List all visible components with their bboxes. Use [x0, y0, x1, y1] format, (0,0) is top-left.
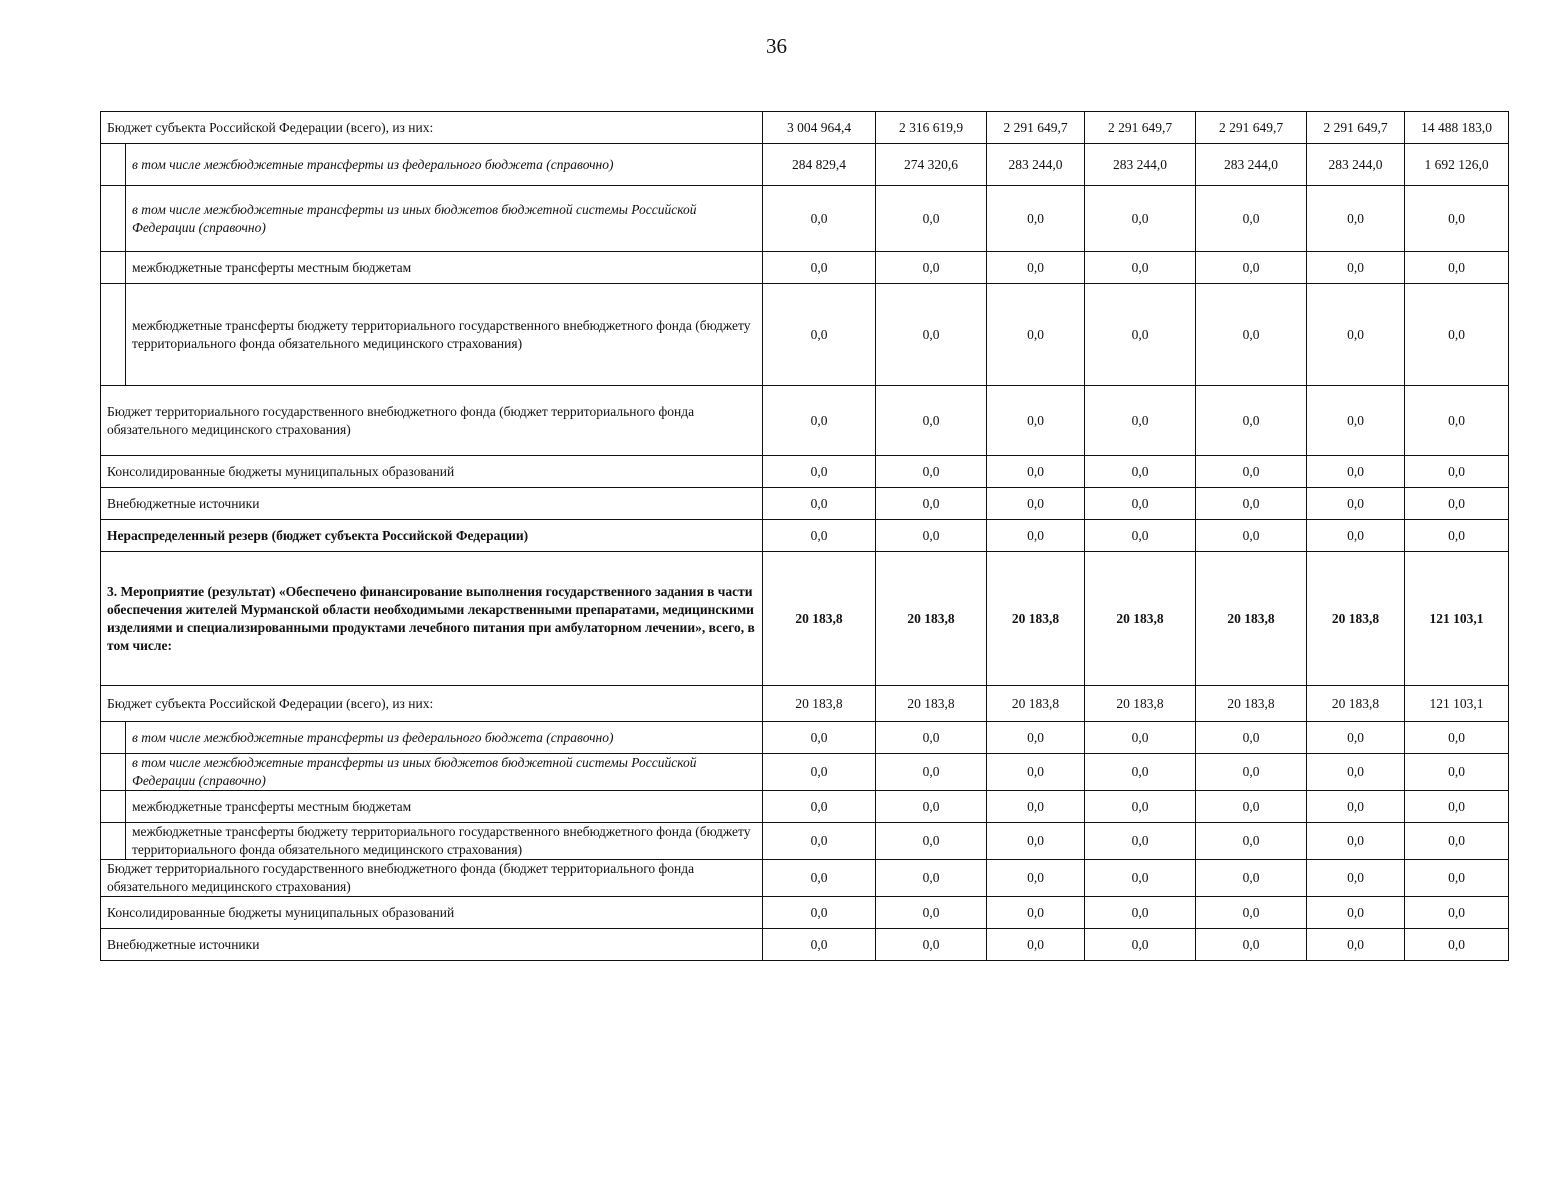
row-label: межбюджетные трансферты бюджету территориального государственного внебюджетного фонда (бюджету территориального фонда обязательного медицинского страхования)	[126, 823, 763, 860]
row-label: Консолидированные бюджеты муниципальных образований	[101, 897, 763, 929]
total-value-cell: 0,0	[1405, 488, 1509, 520]
table-row	[101, 686, 1509, 722]
value-cell: 20 183,8	[987, 552, 1085, 686]
value-cell: 20 183,8	[1196, 552, 1307, 686]
row-label: межбюджетные трансферты местным бюджетам	[126, 252, 763, 284]
indent-cell	[101, 823, 126, 860]
value-cell: 0,0	[763, 754, 876, 791]
value-cell: 0,0	[987, 488, 1085, 520]
total-value-cell: 0,0	[1405, 386, 1509, 456]
value-cell: 20 183,8	[1085, 686, 1196, 722]
value-cell: 0,0	[987, 823, 1085, 860]
value-cell: 20 183,8	[987, 686, 1085, 722]
value-cell: 0,0	[1307, 456, 1405, 488]
value-cell: 0,0	[987, 252, 1085, 284]
table-row	[101, 386, 1509, 456]
value-cell: 283 244,0	[1085, 144, 1196, 186]
value-cell: 0,0	[1085, 860, 1196, 897]
value-cell: 0,0	[1196, 860, 1307, 897]
indent-cell	[101, 791, 126, 823]
value-cell: 20 183,8	[763, 552, 876, 686]
row-label: 3. Мероприятие (результат) «Обеспечено финансирование выполнения государственного задания в части обеспечения жителей Мурманской области необходимыми лекарственными препаратами, медицинскими изделиями и специализированными продуктами лечебного питания при амбулаторном лечении», всего, в том числе:	[101, 552, 763, 686]
value-cell: 0,0	[1196, 456, 1307, 488]
total-value-cell: 0,0	[1405, 929, 1509, 961]
value-cell: 0,0	[763, 456, 876, 488]
table-row	[101, 823, 1509, 860]
value-cell: 0,0	[876, 456, 987, 488]
value-cell: 0,0	[763, 791, 876, 823]
table-row	[101, 552, 1509, 686]
value-cell: 0,0	[763, 252, 876, 284]
value-cell: 20 183,8	[1196, 686, 1307, 722]
value-cell: 0,0	[876, 386, 987, 456]
value-cell: 0,0	[1307, 252, 1405, 284]
value-cell: 0,0	[1196, 823, 1307, 860]
budget-table-body	[101, 112, 1509, 961]
value-cell: 0,0	[763, 488, 876, 520]
value-cell: 0,0	[1307, 722, 1405, 754]
table-row	[101, 456, 1509, 488]
table-row	[101, 791, 1509, 823]
table-row	[101, 897, 1509, 929]
value-cell: 0,0	[1307, 186, 1405, 252]
table-row	[101, 284, 1509, 386]
total-value-cell: 0,0	[1405, 860, 1509, 897]
value-cell: 284 829,4	[763, 144, 876, 186]
row-label: Консолидированные бюджеты муниципальных образований	[101, 456, 763, 488]
value-cell: 20 183,8	[1085, 552, 1196, 686]
total-value-cell: 0,0	[1405, 456, 1509, 488]
value-cell: 0,0	[763, 520, 876, 552]
value-cell: 0,0	[1085, 284, 1196, 386]
value-cell: 0,0	[1085, 823, 1196, 860]
table-row	[101, 929, 1509, 961]
row-label: Внебюджетные источники	[101, 488, 763, 520]
value-cell: 0,0	[1307, 897, 1405, 929]
total-value-cell: 0,0	[1405, 823, 1509, 860]
value-cell: 0,0	[876, 722, 987, 754]
value-cell: 0,0	[763, 860, 876, 897]
row-label: межбюджетные трансферты местным бюджетам	[126, 791, 763, 823]
value-cell: 0,0	[1085, 488, 1196, 520]
value-cell: 0,0	[1196, 791, 1307, 823]
value-cell: 0,0	[1085, 754, 1196, 791]
value-cell: 0,0	[1307, 488, 1405, 520]
value-cell: 0,0	[1085, 929, 1196, 961]
indent-cell	[101, 722, 126, 754]
row-label: в том числе межбюджетные трансферты из иных бюджетов бюджетной системы Российской Федерации (справочно)	[126, 754, 763, 791]
total-value-cell: 0,0	[1405, 897, 1509, 929]
value-cell: 0,0	[987, 791, 1085, 823]
row-label: Внебюджетные источники	[101, 929, 763, 961]
value-cell: 0,0	[1085, 252, 1196, 284]
value-cell: 0,0	[1196, 722, 1307, 754]
value-cell: 274 320,6	[876, 144, 987, 186]
value-cell: 0,0	[987, 754, 1085, 791]
value-cell: 0,0	[987, 860, 1085, 897]
value-cell: 0,0	[876, 929, 987, 961]
total-value-cell: 0,0	[1405, 722, 1509, 754]
indent-cell	[101, 284, 126, 386]
value-cell: 0,0	[1085, 386, 1196, 456]
value-cell: 0,0	[1307, 520, 1405, 552]
value-cell: 0,0	[1307, 860, 1405, 897]
value-cell: 0,0	[987, 456, 1085, 488]
value-cell: 0,0	[1196, 488, 1307, 520]
value-cell: 0,0	[1196, 929, 1307, 961]
value-cell: 0,0	[987, 284, 1085, 386]
total-value-cell: 14 488 183,0	[1405, 112, 1509, 144]
row-label: в том числе межбюджетные трансферты из федерального бюджета (справочно)	[126, 144, 763, 186]
value-cell: 2 291 649,7	[987, 112, 1085, 144]
total-value-cell: 0,0	[1405, 284, 1509, 386]
value-cell: 0,0	[876, 252, 987, 284]
value-cell: 0,0	[1085, 186, 1196, 252]
value-cell: 0,0	[987, 386, 1085, 456]
table-row	[101, 488, 1509, 520]
value-cell: 0,0	[987, 897, 1085, 929]
value-cell: 0,0	[876, 186, 987, 252]
table-row	[101, 520, 1509, 552]
value-cell: 0,0	[876, 823, 987, 860]
row-label: межбюджетные трансферты бюджету территориального государственного внебюджетного фонда (бюджету территориального фонда обязательного медицинского страхования)	[126, 284, 763, 386]
total-value-cell: 0,0	[1405, 252, 1509, 284]
value-cell: 283 244,0	[1307, 144, 1405, 186]
row-label: Бюджет территориального государственного внебюджетного фонда (бюджет территориального фонда обязательного медицинского страхования)	[101, 860, 763, 897]
value-cell: 0,0	[1196, 386, 1307, 456]
total-value-cell: 0,0	[1405, 754, 1509, 791]
value-cell: 0,0	[1307, 386, 1405, 456]
value-cell: 0,0	[763, 823, 876, 860]
indent-cell	[101, 252, 126, 284]
value-cell: 20 183,8	[1307, 686, 1405, 722]
table-row	[101, 722, 1509, 754]
value-cell: 0,0	[1307, 823, 1405, 860]
value-cell: 0,0	[1307, 754, 1405, 791]
row-label: Бюджет территориального государственного внебюджетного фонда (бюджет территориального фонда обязательного медицинского страхования)	[101, 386, 763, 456]
total-value-cell: 121 103,1	[1405, 552, 1509, 686]
value-cell: 0,0	[1196, 897, 1307, 929]
value-cell: 2 291 649,7	[1307, 112, 1405, 144]
value-cell: 2 291 649,7	[1196, 112, 1307, 144]
total-value-cell: 0,0	[1405, 186, 1509, 252]
value-cell: 0,0	[876, 897, 987, 929]
value-cell: 20 183,8	[1307, 552, 1405, 686]
value-cell: 0,0	[1085, 897, 1196, 929]
indent-cell	[101, 754, 126, 791]
table-row	[101, 252, 1509, 284]
total-value-cell: 121 103,1	[1405, 686, 1509, 722]
value-cell: 0,0	[1085, 456, 1196, 488]
value-cell: 0,0	[763, 284, 876, 386]
budget-table	[100, 111, 1509, 961]
value-cell: 20 183,8	[876, 552, 987, 686]
value-cell: 0,0	[876, 284, 987, 386]
value-cell: 2 291 649,7	[1085, 112, 1196, 144]
value-cell: 0,0	[763, 386, 876, 456]
indent-cell	[101, 144, 126, 186]
total-value-cell: 0,0	[1405, 791, 1509, 823]
value-cell: 0,0	[1196, 284, 1307, 386]
value-cell: 2 316 619,9	[876, 112, 987, 144]
value-cell: 0,0	[763, 186, 876, 252]
value-cell: 0,0	[876, 791, 987, 823]
value-cell: 283 244,0	[987, 144, 1085, 186]
value-cell: 283 244,0	[1196, 144, 1307, 186]
table-row	[101, 186, 1509, 252]
value-cell: 0,0	[987, 929, 1085, 961]
table-row	[101, 144, 1509, 186]
value-cell: 0,0	[1196, 754, 1307, 791]
value-cell: 20 183,8	[876, 686, 987, 722]
value-cell: 0,0	[987, 520, 1085, 552]
row-label: Бюджет субъекта Российской Федерации (всего), из них:	[101, 112, 763, 144]
value-cell: 0,0	[876, 520, 987, 552]
value-cell: 0,0	[1085, 791, 1196, 823]
value-cell: 0,0	[876, 488, 987, 520]
row-label: Бюджет субъекта Российской Федерации (всего), из них:	[101, 686, 763, 722]
value-cell: 0,0	[1085, 722, 1196, 754]
value-cell: 0,0	[876, 754, 987, 791]
value-cell: 0,0	[1196, 520, 1307, 552]
value-cell: 0,0	[1307, 929, 1405, 961]
value-cell: 0,0	[987, 722, 1085, 754]
value-cell: 0,0	[876, 860, 987, 897]
total-value-cell: 1 692 126,0	[1405, 144, 1509, 186]
table-row	[101, 754, 1509, 791]
row-label: в том числе межбюджетные трансферты из федерального бюджета (справочно)	[126, 722, 763, 754]
value-cell: 0,0	[763, 722, 876, 754]
total-value-cell: 0,0	[1405, 520, 1509, 552]
value-cell: 0,0	[1196, 186, 1307, 252]
row-label: Нераспределенный резерв (бюджет субъекта Российской Федерации)	[101, 520, 763, 552]
value-cell: 3 004 964,4	[763, 112, 876, 144]
value-cell: 0,0	[1307, 284, 1405, 386]
value-cell: 0,0	[1307, 791, 1405, 823]
value-cell: 0,0	[763, 897, 876, 929]
value-cell: 20 183,8	[763, 686, 876, 722]
table-row	[101, 112, 1509, 144]
value-cell: 0,0	[987, 186, 1085, 252]
value-cell: 0,0	[1085, 520, 1196, 552]
row-label: в том числе межбюджетные трансферты из иных бюджетов бюджетной системы Российской Федерации (справочно)	[126, 186, 763, 252]
page-number: 36	[766, 34, 787, 58]
table-row	[101, 860, 1509, 897]
indent-cell	[101, 186, 126, 252]
value-cell: 0,0	[763, 929, 876, 961]
value-cell: 0,0	[1196, 252, 1307, 284]
